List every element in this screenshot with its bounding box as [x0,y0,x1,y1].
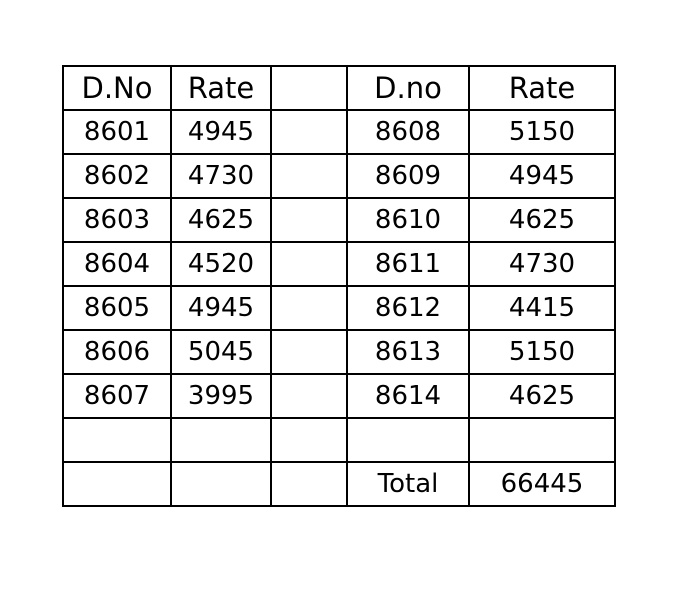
cell-dno-right: 8609 [347,154,469,198]
table-row [63,154,615,198]
cell-dno-right [347,418,469,462]
cell-rate-right [469,418,615,462]
header-cell-dno-left: D.No [63,66,171,110]
table-row-total [63,462,615,506]
cell-spacer [271,110,347,154]
cell-dno-left [63,462,171,506]
cell-dno-right: 8614 [347,374,469,418]
table-row [63,330,615,374]
table-header-row [63,66,615,110]
cell-spacer [271,242,347,286]
cell-rate-right: 5150 [469,330,615,374]
cell-rate-right: 5150 [469,110,615,154]
cell-dno-left: 8603 [63,198,171,242]
cell-rate-right: 4730 [469,242,615,286]
cell-rate-left: 4625 [171,198,271,242]
cell-dno-right: 8610 [347,198,469,242]
cell-rate-left: 4520 [171,242,271,286]
cell-spacer [271,286,347,330]
cell-spacer [271,462,347,506]
cell-rate-right: 4625 [469,198,615,242]
cell-dno-right: 8611 [347,242,469,286]
table-row-empty [63,418,615,462]
cell-rate-right: 4415 [469,286,615,330]
total-label: Total [347,462,469,506]
header-cell-spacer [271,66,347,110]
table-row [63,286,615,330]
cell-dno-left: 8601 [63,110,171,154]
rates-table [62,65,616,507]
cell-rate-left: 4945 [171,110,271,154]
cell-spacer [271,374,347,418]
cell-dno-left [63,418,171,462]
cell-spacer [271,154,347,198]
cell-dno-left: 8605 [63,286,171,330]
total-value: 66445 [469,462,615,506]
cell-rate-left [171,418,271,462]
cell-dno-left: 8607 [63,374,171,418]
table-row [63,242,615,286]
cell-rate-right: 4625 [469,374,615,418]
header-cell-rate-right: Rate [469,66,615,110]
header-cell-rate-left: Rate [171,66,271,110]
cell-rate-left [171,462,271,506]
cell-dno-left: 8602 [63,154,171,198]
cell-rate-left: 3995 [171,374,271,418]
cell-dno-right: 8612 [347,286,469,330]
cell-dno-left: 8606 [63,330,171,374]
cell-spacer [271,198,347,242]
header-cell-dno-right: D.no [347,66,469,110]
cell-dno-right: 8608 [347,110,469,154]
cell-spacer [271,330,347,374]
table-row [63,110,615,154]
cell-spacer [271,418,347,462]
cell-dno-left: 8604 [63,242,171,286]
cell-rate-right: 4945 [469,154,615,198]
table-row [63,198,615,242]
cell-dno-right: 8613 [347,330,469,374]
cell-rate-left: 4730 [171,154,271,198]
cell-rate-left: 4945 [171,286,271,330]
table-row [63,374,615,418]
cell-rate-left: 5045 [171,330,271,374]
table-container [62,65,616,507]
